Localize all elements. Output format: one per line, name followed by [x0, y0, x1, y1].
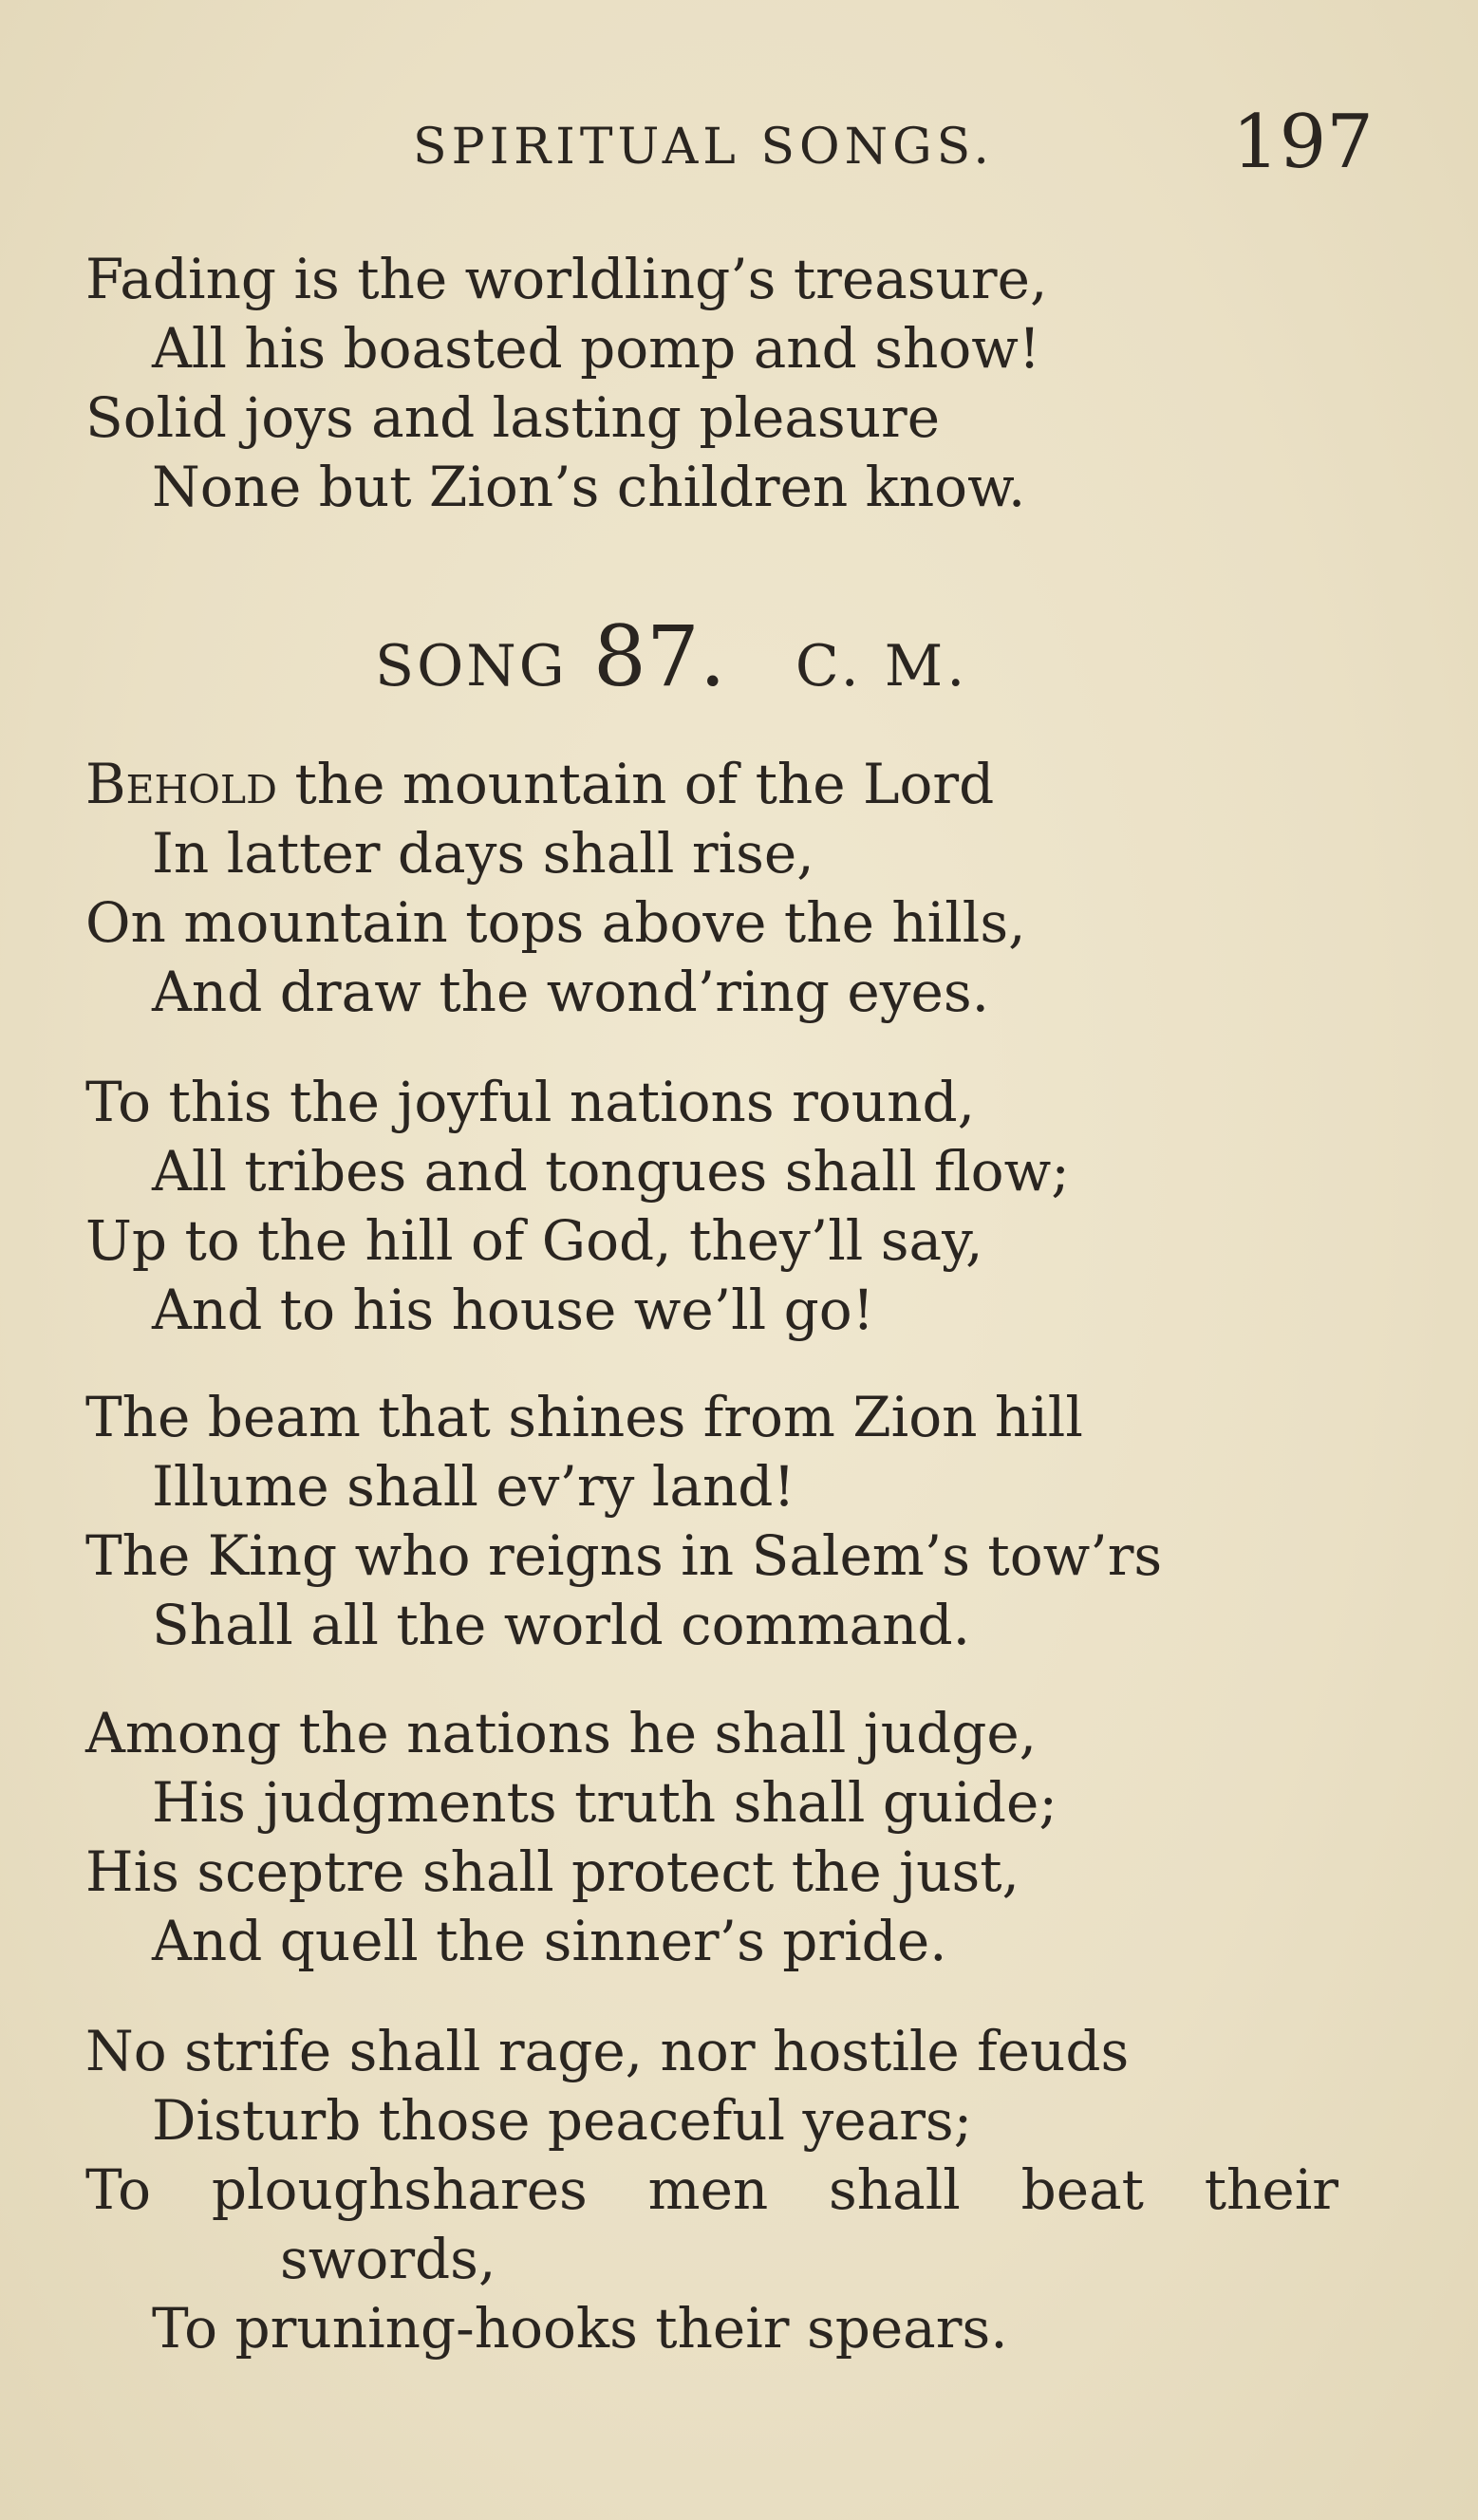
stanza-5 [85, 2017, 1395, 2363]
verse-line: The beam that shines from Zion hill [85, 1385, 1083, 1449]
verse-word: men [647, 2157, 769, 2222]
verse-line: All tribes and tongues shall flow; [152, 1139, 1070, 1204]
verse-line-runover: swords, [280, 2227, 496, 2291]
stanza-2 [85, 1068, 1395, 1345]
verse-line: To this the joyful nations round, [85, 1070, 976, 1134]
verse-word: shall [829, 2157, 961, 2222]
stanza-3 [85, 1383, 1395, 1660]
verse-line: None but Zion’s children know. [152, 455, 1026, 519]
verse-word: beat [1020, 2157, 1144, 2222]
verse-line: And to his house we’ll go! [152, 1278, 875, 1342]
verse-word: ploughshares [211, 2157, 588, 2222]
verse-word: To [85, 2157, 152, 2222]
verse-line [85, 750, 1395, 819]
verse-word: their [1204, 2157, 1338, 2222]
verse-line: Shall all the world command. [152, 1593, 971, 1657]
song-meter: C. M. [795, 633, 969, 700]
running-title: SPIRITUAL SONGS. [413, 119, 994, 176]
verse-line: On mountain tops above the hills, [85, 890, 1026, 955]
verse-line: Up to the hill of God, they’ll say, [85, 1208, 983, 1273]
song-label: SONG [375, 633, 568, 700]
verse-line: To pruning-hooks their spears. [152, 2296, 1008, 2361]
stanza-4 [85, 1699, 1395, 1976]
page-number: 197 [1232, 100, 1374, 185]
verse-line: No strife shall rage, nor hostile feuds [85, 2019, 1130, 2083]
running-head [0, 100, 1478, 190]
verse-line: The King who reigns in Salem’s tow’rs [85, 1523, 1163, 1588]
verse-line-justified [85, 2156, 1338, 2225]
verse-line: Solid joys and lasting pleasure [85, 385, 941, 450]
stanza-previous-song-end [85, 245, 1395, 522]
verse-line: Disturb those peaceful years; [152, 2088, 973, 2153]
verse-line: Illume shall ev’ry land! [152, 1454, 795, 1519]
verse-line-text: the mountain of the Lord [294, 752, 995, 816]
verse-line: And draw the wond’ring eyes. [152, 960, 990, 1024]
verse-line: And quell the sinner’s pride. [152, 1909, 947, 1973]
stanza-1 [85, 750, 1395, 1027]
verse-line: In latter days shall rise, [152, 821, 814, 886]
song-heading [375, 607, 968, 712]
song-number: 87. [592, 607, 726, 705]
verse-line: All his boasted pomp and show! [152, 316, 1041, 381]
initial-word: Behold [85, 752, 278, 816]
verse-line: Fading is the worldling’s treasure, [85, 247, 1048, 311]
verse-line: Among the nations he shall judge, [85, 1701, 1038, 1765]
verse-line: His sceptre shall protect the just, [85, 1839, 1020, 1904]
verse-line: His judgments truth shall guide; [152, 1770, 1057, 1835]
